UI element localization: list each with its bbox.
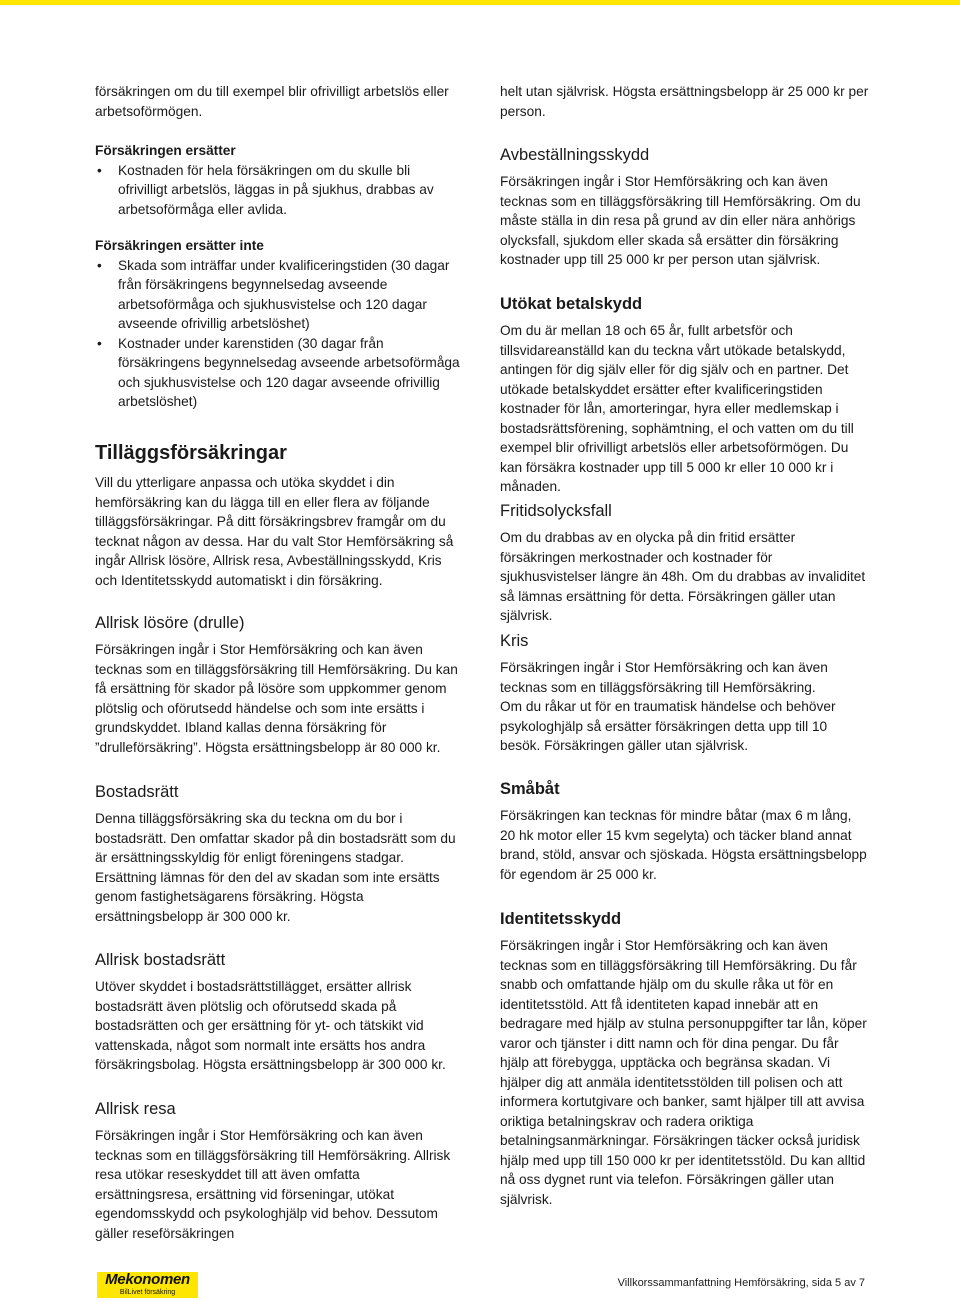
smabat-text: Försäkringen kan tecknas för mindre båtar (max 6 m lång, 20 hk motor eller 15 kvm segelyta) och täcker bland annat brand, stöld, ansvar och sjöskada. Högsta ersättningsbelopp för egendom är 25 000 kr. — [500, 808, 867, 882]
left-intro-text: försäkringen om du till exempel blir ofrivilligt arbetslös eller arbetsoförmögen. — [95, 84, 449, 119]
identitet-section — [500, 908, 870, 1209]
allrisk-bostadsratt-text: Utöver skyddet i bostadsrättstillägget, ersätter allrisk bostadsrätt även plötslig och oförutsedd skada på bostadsrätten och ger ersättning för yt- och tätskikt vid vattenskada, något som normalt inte ersätts hos andra försäkringsbolag. Högsta ersättningsbelopp är 300 000 kr. — [95, 979, 446, 1072]
fritid-text: Om du drabbas av en olycka på din fritid ersätter försäkringen merkostnader och kostnader för sjukhusvistelser längre än 48h. Om du drabbas av invaliditet så lämnas ersättning för detta. Försäkringen gäller utan självrisk. — [500, 530, 866, 623]
covers-section — [95, 141, 460, 219]
allrisk-bostadsratt-section — [95, 949, 460, 1075]
kris-section — [500, 630, 870, 756]
smabat-heading: Småbåt — [500, 780, 560, 798]
not-covers-item: • Kostnader under karenstiden (30 dagar från försäkringens begynnelsedag avseende arbetsoförmåga och sjukhusvistelse och 120 dagar avseende ofrivillig arbetslöshet) — [95, 334, 460, 412]
not-covers-list — [95, 256, 460, 412]
smabat-section — [500, 778, 870, 884]
logo-tagline: BilLivet försäkring — [119, 1289, 176, 1296]
bostadsratt-heading: Bostadsrätt — [95, 783, 179, 801]
bostadsratt-section — [95, 781, 460, 926]
kris-text-2: Om du råkar ut för en traumatisk händelse och behöver psykologhjälp så ersätter försäkringen detta upp till 10 besök. Försäkringen gäller utan självrisk. — [500, 699, 836, 753]
addons-text: Vill du ytterligare anpassa och utöka skyddet i din hemförsäkring kan du lägga till en eller flera av följande tilläggsförsäkringar. På ditt försäkringsbrev framgår om du tecknat någon av dessa. Har du valt Stor Hemförsäkring så ingår Allrisk lösöre, Allrisk resa, Avbeställningsskydd, Kris och Identitetsskydd automatiskt i din försäkring. — [95, 475, 454, 588]
allrisk-losore-heading: Allrisk lösöre (drulle) — [95, 614, 245, 632]
betalskydd-section — [500, 293, 870, 497]
top-accent-bar — [0, 0, 960, 5]
avbestallning-section — [500, 144, 870, 270]
allrisk-resa-heading: Allrisk resa — [95, 1100, 176, 1118]
betalskydd-text: Om du är mellan 18 och 65 år, fullt arbetsför och tillsvidareanställd kan du teckna vårt utökade betalskydd, antingen för dig själv eller för dig själv och en partner. Det utökade betalskyddet ersätter efter kvalificeringstiden kostnader för lån, amorteringar, hyra eller medlemskap i bostadsrättsförening, sophämtning, el och vatten om du till exempel blir ofrivilligt arbetslös eller arbetsoförmögen. Du kan försäkra kostnader upp till 5 000 kr eller 10 000 kr i månaden. — [500, 323, 854, 494]
avbestallning-text: Försäkringen ingår i Stor Hemförsäkring och kan även tecknas som en tilläggsförsäkring till Hemförsäkring. Om du måste ställa in din resa på grund av din eller nära anhörigs olycksfall, sjukdom eller skada så ersätter din försäkring kostnader upp till 25 000 kr per person utan självrisk. — [500, 174, 861, 267]
betalskydd-heading: Utökat betalskydd — [500, 295, 643, 313]
avbestallning-heading: Avbeställningsskydd — [500, 146, 650, 164]
covers-heading: Försäkringen ersätter — [95, 143, 236, 158]
fritid-section — [500, 500, 870, 626]
kris-heading: Kris — [500, 632, 529, 650]
allrisk-resa-section — [95, 1098, 460, 1243]
left-intro-block — [95, 82, 460, 121]
allrisk-losore-section — [95, 612, 460, 757]
not-covers-section — [95, 236, 460, 412]
bostadsratt-text: Denna tilläggsförsäkring ska du teckna om du bor i bostadsrätt. Den omfattar skador på din bostadsrätt som du är ersättningsskyldig för enligt föreningens stadgar. Ersättning lämnas för den del av skadan som inte ersätts genom fastighetsägarens försäkring. Högsta ersättningsbelopp är 300 000 kr. — [95, 811, 456, 924]
addons-heading: Tilläggsförsäkringar — [95, 442, 287, 464]
allrisk-resa-text: Försäkringen ingår i Stor Hemförsäkring och kan även tecknas som en tilläggsförsäkring till Hemförsäkring. Allrisk resa utökar reseskyddet till att även omfatta ersättningsresa, ersättning vid förseningar, utökat egendomsskydd och psykologhjälp vid behov. Dessutom gäller reseförsäkringen — [95, 1128, 451, 1241]
not-covers-item: • Skada som inträffar under kvalificeringstiden (30 dagar från försäkringens begynnelsedag avseende arbetsoförmåga och sjukhusvistelse och 120 dagar avseende ofrivillig arbetslöshet) — [95, 256, 460, 334]
addons-section — [95, 440, 460, 590]
fritid-heading: Fritidsolycksfall — [500, 502, 612, 520]
identitet-text: Försäkringen ingår i Stor Hemförsäkring och kan även tecknas som en tilläggsförsäkring till Hemförsäkring. Du får snabb och omfattande hjälp om du skulle råka ut för en identitetsstöld. Att få identiteten kapad innebär att en bedragare med hjälp av stulna personuppgifter tar lån, köper varor och tjänster i ditt namn och för dina pengar. Du får hjälp att förebygga, upptäcka och begränsa skadan. Vi hjälper dig att anmäla identitetsstölden till polisen och att informera kortutgivare och banker, samt hjälper till att avvisa oriktiga betalningskrav och radera oriktiga betalningsanmärkningar. Försäkringen täcker också juridisk hjälp med upp till 150 000 kr per identitetsstöld. Du kan alltid nå oss dygnet runt via telefon. Försäkringen gäller utan självrisk. — [500, 938, 867, 1207]
logo-wordmark: Mekonomen — [105, 1272, 190, 1288]
page-footer-label: Villkorssammanfattning Hemförsäkring, sida 5 av 7 — [617, 1277, 865, 1289]
covers-list — [95, 161, 460, 220]
kris-text-1: Försäkringen ingår i Stor Hemförsäkring och kan även tecknas som en tilläggsförsäkring till Hemförsäkring. — [500, 660, 828, 695]
covers-item: • Kostnaden för hela försäkringen om du skulle bli ofrivilligt arbetslös, läggas in på sjukhus, drabbas av arbetsoförmåga eller avlida. — [95, 161, 460, 220]
allrisk-bostadsratt-heading: Allrisk bostadsrätt — [95, 951, 226, 969]
identitet-heading: Identitetsskydd — [500, 910, 622, 928]
allrisk-losore-text: Försäkringen ingår i Stor Hemförsäkring och kan även tecknas som en tilläggsförsäkring till Hemförsäkring. Du kan få ersättning för skador på lösöre som uppkommer genom plötslig och oförutsedd händelse och som inte ersätts i grundskyddet. Ibland kallas denna försäkring för ”drulleförsäkring”. Högsta ersättningsbelopp är 80 000 kr. — [95, 642, 458, 755]
not-covers-heading: Försäkringen ersätter inte — [95, 238, 264, 253]
right-intro-text: helt utan självrisk. Högsta ersättningsbelopp är 25 000 kr per person. — [500, 84, 869, 119]
right-intro-block — [500, 82, 870, 121]
mekonomen-logo — [97, 1272, 198, 1298]
